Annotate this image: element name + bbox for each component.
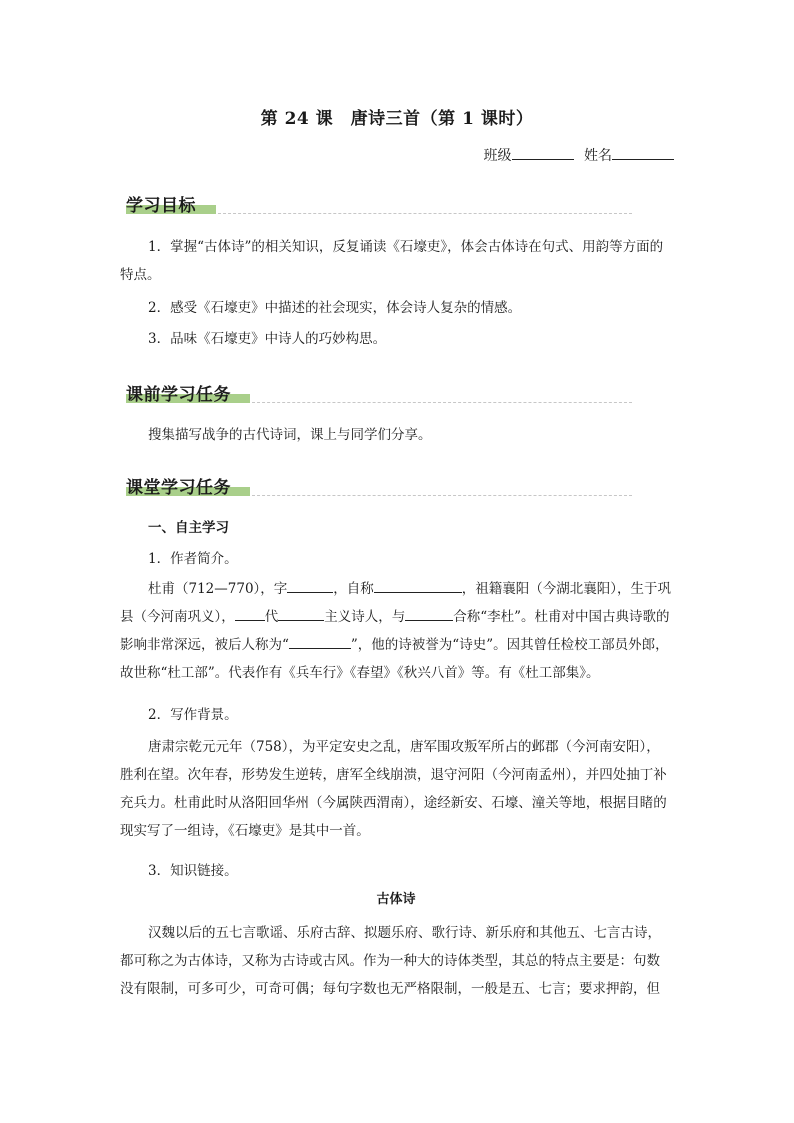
knowledge-paragraph: 汉魏以后的五七言歌谣、乐府古辞、拟题乐府、歌行诗、新乐府和其他五、七言古诗，都可称之为古体诗，又称为古诗或古风。作为一种大的诗体类型，其总的特点主要是：句数没有限制，可多可少，可奇可偶；每句字数也无严格限制，一般是五、七言；要求押韵，但 <box>120 925 661 997</box>
blank-self-title[interactable] <box>374 578 462 593</box>
heading-dash-line <box>252 495 632 496</box>
goal-item-2: 2．感受《石壕吏》中描述的社会现实，体会诗人复杂的情感。 <box>148 300 522 316</box>
blank-honorific[interactable] <box>289 634 351 649</box>
blank-partner-poet[interactable] <box>405 606 453 621</box>
heading-dash-line <box>252 402 632 403</box>
author-text-6: 合称“李杜”。杜甫对中国古典诗歌的影响非常深远，被后人称为“ <box>120 609 670 653</box>
author-text-7: ”，他的诗被誉为“诗史”。因其曾任检校工部员外郎，故世称“杜工部”。代表作有《兵车行》《春望》《秋兴八首》等。有《杜工部集》。 <box>120 637 669 681</box>
section-heading-goals <box>120 191 632 221</box>
item-background: 2．写作背景。 <box>148 707 238 723</box>
class-name-line <box>484 145 674 165</box>
page-title: 第 24 课 唐诗三首（第 1 课时） <box>260 109 534 129</box>
subsection-self-study: 一、自主学习 <box>148 520 229 536</box>
goal-item-1: 1．掌握“古体诗”的相关知识，反复诵读《石壕吏》，体会古体诗在句式、用韵等方面的特点。 <box>120 239 664 283</box>
heading-label: 学习目标 <box>126 196 196 216</box>
section-heading-inclass <box>120 473 632 503</box>
section-heading-preclass <box>120 380 632 410</box>
background-paragraph: 唐肃宗乾元元年（758），为平定安史之乱，唐军围攻叛军所占的邺郡（今河南安阳），胜利在望。次年春，形势发生逆转，唐军全线崩溃，退守河阳（今河南孟州），并四处抽丁补充兵力。杜甫此时从洛阳回华州（今属陕西渭南），途经新安、石壕、潼关等地，根据目睹的现实写了一组诗，《石壕吏》是其中一首。 <box>120 739 667 839</box>
knowledge-title: 古体诗 <box>376 892 416 907</box>
preclass-text: 搜集描写战争的古代诗词，课上与同学们分享。 <box>148 427 432 443</box>
class-blank[interactable] <box>512 145 574 160</box>
item-author-intro: 1．作者简介。 <box>148 551 238 567</box>
author-text-3: ，祖籍襄阳（今湖北襄阳），生于巩县（今河南巩义）， <box>120 581 672 625</box>
blank-dynasty[interactable] <box>235 606 265 621</box>
name-blank[interactable] <box>612 145 674 160</box>
heading-dash-line <box>218 213 632 214</box>
heading-label: 课堂学习任务 <box>126 478 231 498</box>
author-text-5: 主义诗人，与 <box>324 609 406 625</box>
blank-school[interactable] <box>278 606 324 621</box>
item-knowledge-link: 3．知识链接。 <box>148 863 238 879</box>
blank-courtesy-name[interactable] <box>287 578 333 593</box>
author-text-4: 代 <box>264 609 279 625</box>
class-label: 班级 <box>483 148 512 164</box>
author-paragraph <box>120 575 672 687</box>
author-text-1: 杜甫（712—770），字 <box>148 581 288 597</box>
goal-item-3: 3．品味《石壕吏》中诗人的巧妙构思。 <box>148 331 387 347</box>
author-text-2: ，自称 <box>333 581 374 597</box>
heading-label: 课前学习任务 <box>126 385 231 405</box>
name-label: 姓名 <box>584 148 612 164</box>
